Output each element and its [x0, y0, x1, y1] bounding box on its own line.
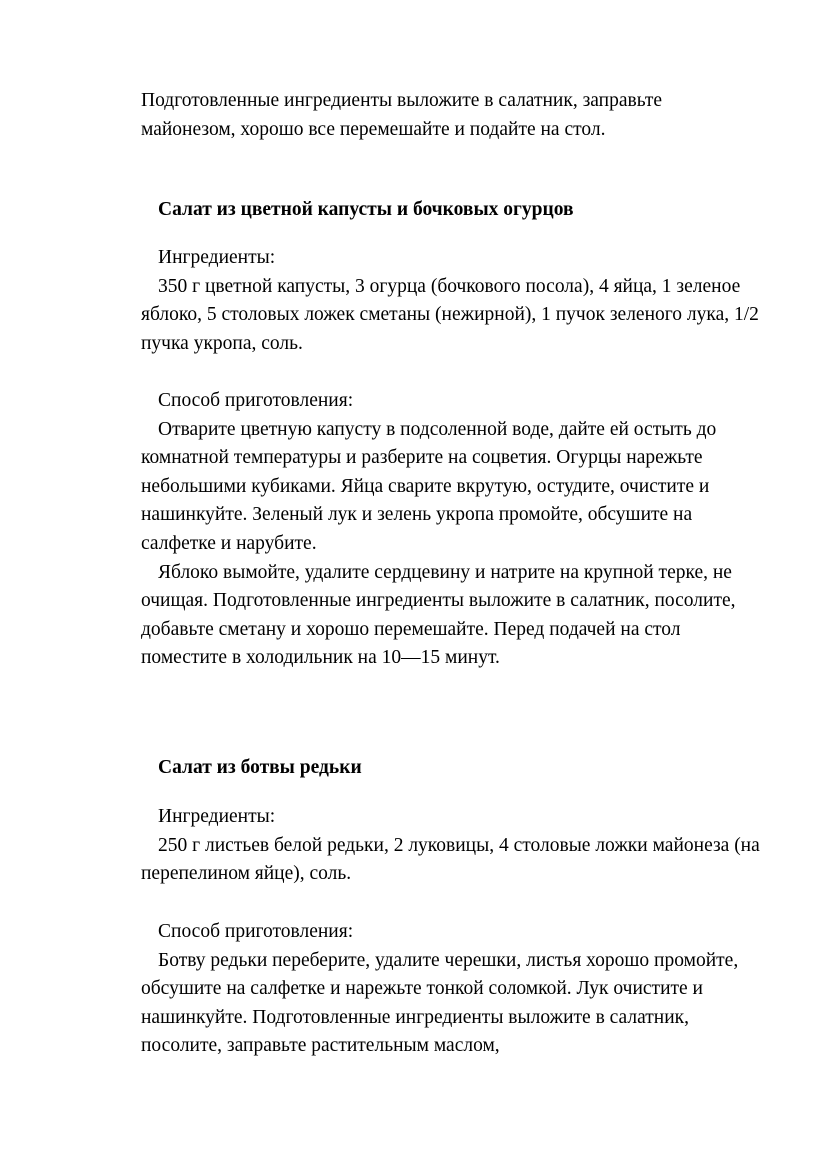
recipe2-ingredients-section — [141, 803, 761, 889]
recipe1-method-section — [141, 387, 761, 673]
recipe2-method-label: Способ приготовления: — [158, 921, 354, 942]
recipe1-method-paragraph-2: Яблоко вымойте, удалите сердцевину и натрите на крупной терке, не очищая. Подготовленные ингредиенты выложите в салатник, посолите, добавьте сметану и хорошо перемешайте. Перед подачей на стол поместите в холодильник на 10—15 минут. — [141, 561, 736, 669]
recipe2-title: Салат из ботвы редьки — [158, 757, 362, 778]
recipe1-ingredients-label: Ингредиенты: — [158, 247, 276, 268]
recipe1-method-label: Способ приготовления: — [158, 390, 354, 411]
recipe2-ingredients-label: Ингредиенты: — [158, 806, 276, 827]
recipe2-method-paragraph-1: Ботву редьки переберите, удалите черешки, листья хорошо промойте, обсушите на салфетке и нарежьте тонкой соломкой. Лук очистите и нашинкуйте. Подготовленные ингредиенты выложите в салатник, посолите, заправьте растительным маслом, — [141, 949, 739, 1057]
recipe1-method-paragraph-1: Отварите цветную капусту в подсоленной воде, дайте ей остыть до комнатной температуры и разберите на соцветия. Огурцы нарежьте небольшими кубиками. Яйца сварите вкрутую, остудите, очистите и нашинкуйте. Зеленый лук и зелень укропа промойте, обсушите на салфетке и нарубите. — [141, 418, 717, 554]
recipe1-title: Салат из цветной капусты и бочковых огурцов — [158, 199, 574, 220]
intro-section — [141, 87, 761, 144]
recipe2-ingredients-text: 250 г листьев белой редьки, 2 луковицы, 4 столовые ложки майонеза (на перепелином яйце), соль. — [141, 834, 760, 885]
intro-paragraph: Подготовленные ингредиенты выложите в салатник, заправьте майонезом, хорошо все перемешайте и подайте на стол. — [141, 90, 663, 140]
recipe1-ingredients-text: 350 г цветной капусты, 3 огурца (бочкового посола), 4 яйца, 1 зеленое яблоко, 5 столовых ложек сметаны (нежирной), 1 пучок зеленого лука, 1/2 пучка укропа, соль. — [141, 275, 759, 354]
recipe1-ingredients-section — [141, 244, 761, 358]
recipe2-method-section — [141, 918, 761, 1061]
